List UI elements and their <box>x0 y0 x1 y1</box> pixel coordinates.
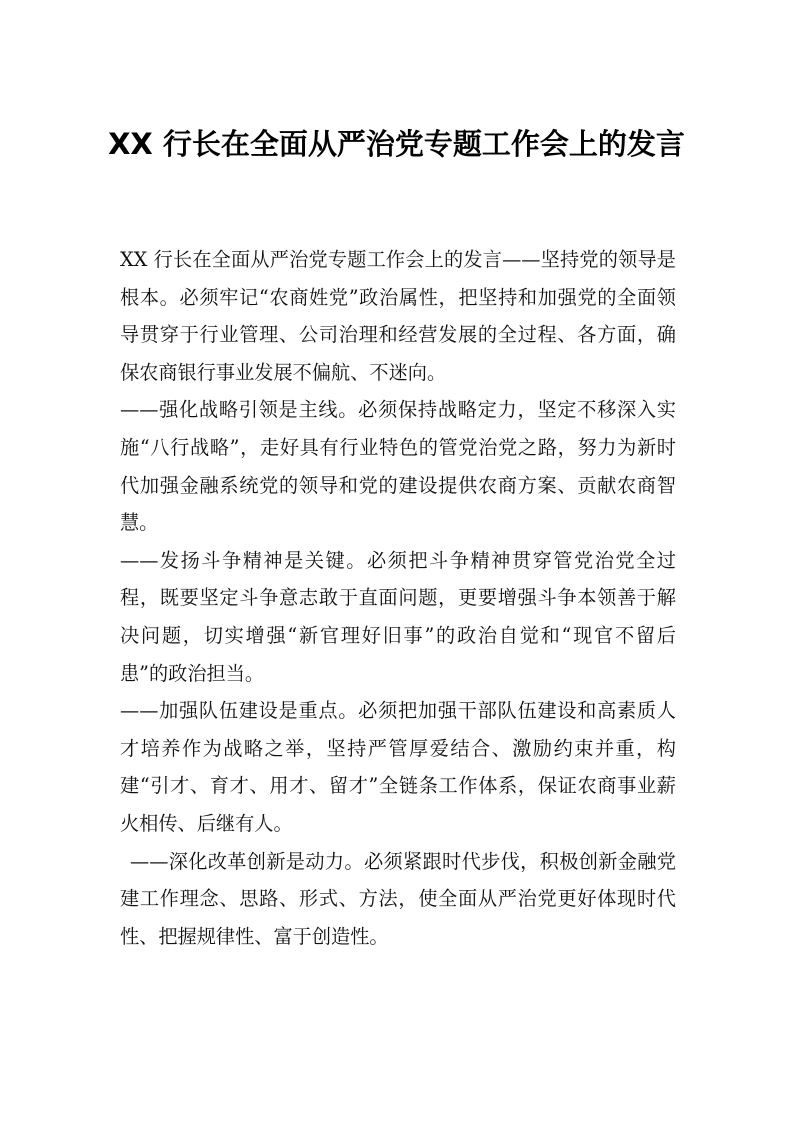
paragraph-leadership: XX 行长在全面从严治党专题工作会上的发言——坚持党的领导是根本。必须牢记“农商姓党”政治属性，把坚持和加强党的全面领导贯穿于行业管理、公司治理和经营发展的全过程、各方面，确保农商银行事业发展不偏航、不迷向。 <box>120 248 676 384</box>
paragraph-reform: ——深化改革创新是动力。必须紧跟时代步伐，积极创新金融党建工作理念、思路、形式、方法，使全面从严治党更好体现时代性、把握规律性、富于创造性。 <box>120 849 676 948</box>
paragraph-team: ——加强队伍建设是重点。必须把加强干部队伍建设和高素质人才培养作为战略之举，坚持严管厚爱结合、激励约束并重，构建“引才、育才、用才、留才”全链条工作体系，保证农商事业薪火相传、后继有人。 <box>120 699 676 835</box>
document-body <box>120 241 676 955</box>
paragraph-struggle: ——发扬斗争精神是关键。必须把斗争精神贯穿管党治党全过程，既要坚定斗争意志敢于直面问题，更要增强斗争本领善于解决问题，切实增强“新官理好旧事”的政治自觉和“现官不留后患”的政治担当。 <box>120 548 676 685</box>
document-title: XX 行长在全面从严治党专题工作会上的发言 <box>108 127 685 161</box>
paragraph-strategy: ——强化战略引领是主线。必须保持战略定力，坚定不移深入实施“八行战略”，走好具有行业特色的管党治党之路，努力为新时代加强金融系统党的领导和党的建设提供农商方案、贡献农商智慧。 <box>120 398 676 535</box>
